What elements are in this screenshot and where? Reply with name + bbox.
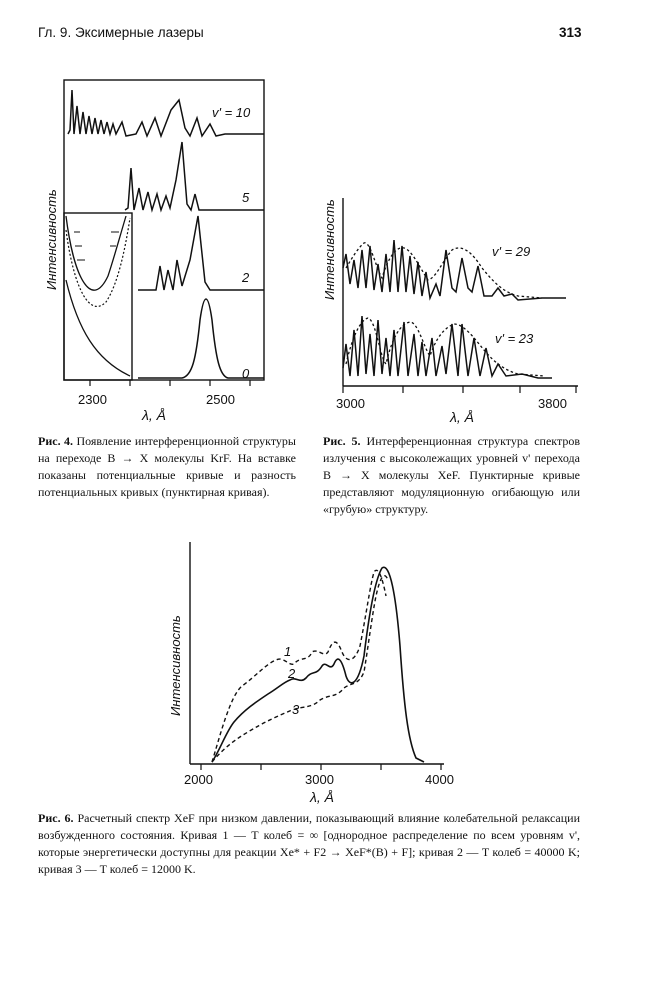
fig6-caption-text: Расчетный спектр XeF при низком давлении, показывающий влияние колебательной релаксации возбужденного состояния. Кривая 1 — T колеб = ∞ [однородное распределение по всем уровням v', которые энергетически доступны для реакции Xe* + F2 → XeF*(B) + F]; кривая 2 — T колеб = 40000 K; кривая 3 — T колеб = 12000 K.: [38, 811, 581, 876]
fig4-label-v2: 2: [242, 270, 250, 285]
fig6-label-3: 3: [292, 702, 300, 717]
fig4-label-v10: v' = 10: [212, 105, 251, 120]
fig5-tick-3800: 3800: [538, 396, 567, 411]
fig5-xlabel: λ, Å: [450, 409, 475, 425]
fig6-xlabel: λ, Å: [310, 789, 335, 805]
fig5-label-v23: v' = 23: [495, 331, 534, 346]
fig4-ylabel: Интенсивность: [44, 189, 59, 290]
fig6-caption: [38, 810, 580, 878]
fig5-tick-3000: 3000: [336, 396, 365, 411]
fig4-tick-2300: 2300: [78, 392, 107, 407]
fig4-tick-2500: 2500: [206, 392, 235, 407]
fig5-caption-label: Рис. 5.: [323, 434, 361, 448]
fig5-curve-v29: [343, 240, 566, 300]
fig6-tick-4000: 4000: [425, 772, 454, 787]
fig5-ylabel: Интенсивность: [322, 199, 337, 300]
fig4-xlabel: λ, Å: [142, 407, 167, 423]
fig5-curve-v23: [343, 316, 552, 378]
fig6-label-1: 1: [284, 644, 292, 659]
fig5-label-v29: v' = 29: [492, 244, 531, 259]
fig4-caption-label: Рис. 4.: [38, 434, 73, 448]
fig6-ylabel: Интенсивность: [168, 615, 183, 716]
fig6-label-2: 2: [288, 666, 296, 681]
fig5-caption: [323, 433, 580, 518]
fig5-caption-text: Интерференционная структура спектров излучения с высоколежащих уровней v' перехода B → X молекулы XeF. Пунктирные кривые представляют модуляционную огибающую или «грубую» структуру.: [323, 434, 580, 516]
fig6-curve-2: [212, 567, 424, 762]
fig4-caption: [38, 433, 296, 501]
figure-6: [160, 536, 480, 806]
running-title: Гл. 9. Эксимерные лазеры: [38, 25, 204, 40]
fig6-curve-1: [212, 570, 386, 762]
fig4-label-v0: 0: [242, 366, 250, 381]
fig6-tick-3000: 3000: [305, 772, 334, 787]
fig4-label-v5: 5: [242, 190, 250, 205]
figure-4: [30, 70, 280, 430]
page-number: 313: [559, 25, 582, 40]
figure-5: [312, 188, 602, 428]
fig6-caption-label: Рис. 6.: [38, 811, 74, 825]
fig4-caption-text: Появление интерференционной структуры на переходе B → X молекулы KrF. На вставке показаны потенциальные кривые и разность потенциальных кривых (пунктирная кривая).: [38, 434, 296, 499]
fig4-inset: [64, 213, 132, 380]
fig6-tick-2000: 2000: [184, 772, 213, 787]
